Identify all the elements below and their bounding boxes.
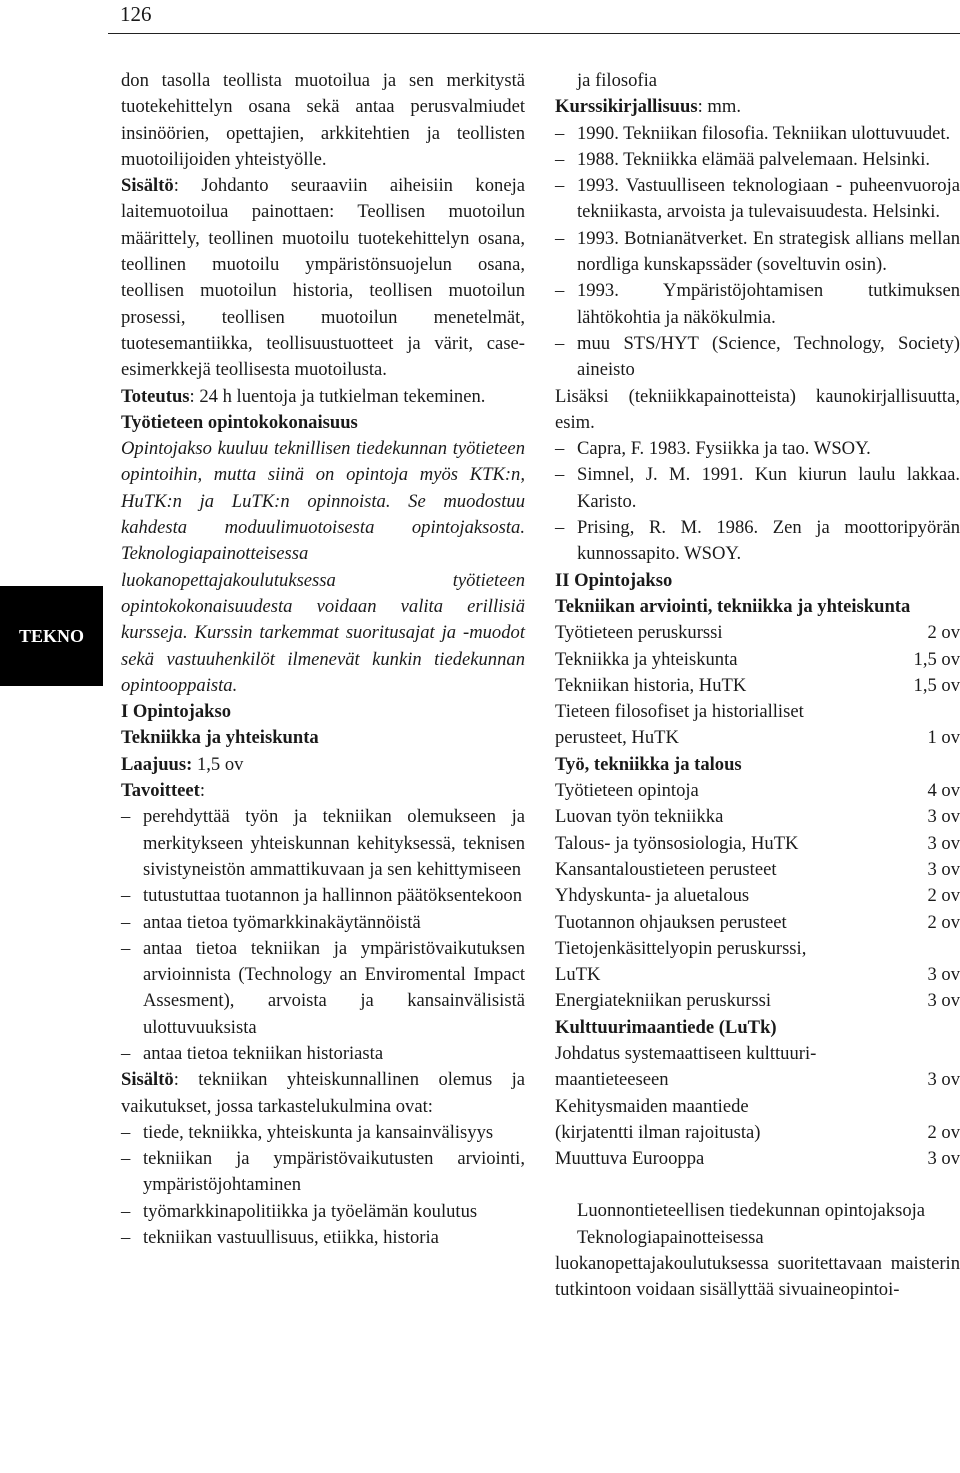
goals-heading [121, 778, 525, 804]
section-description [121, 436, 525, 699]
course-name: Muuttuva Eurooppa [555, 1148, 705, 1170]
literature-item: – 1988. Tekniikka elämää palvelemaan. Helsinki. [555, 147, 960, 173]
course-credits: 1,5 ov [913, 648, 960, 670]
course-row [555, 883, 960, 909]
module-2-heading: II Opintojakso [555, 569, 673, 591]
course-credits: 3 ov [927, 832, 960, 854]
course-row [555, 910, 960, 936]
content-2-item: – työmarkkinapolitiikka ja työelämän koulutus [121, 1199, 525, 1225]
scope-line [121, 752, 525, 778]
goal-item: – tutustuttaa tuotannon ja hallinnon päätöksentekoon [121, 883, 525, 909]
goals-label: Tavoitteet [121, 780, 200, 802]
course-name: Talous- ja työnsosiologia, HuTK [555, 832, 799, 854]
fiction-item: – Capra, F. 1983. Fysiikka ja tao. WSOY. [555, 436, 960, 462]
fiction-intro: Lisäksi (tekniikkapainotteista) kaunokirjallisuutta, esim. [555, 385, 960, 433]
course-row [555, 857, 960, 883]
course-row [555, 962, 960, 988]
module-1-heading: I Opintojakso [121, 701, 232, 723]
fiction-item: – Simnel, J. M. 1991. Kun kiurun laulu lakkaa. Karisto. [555, 462, 960, 515]
content-text: : Johdanto seuraaviin aiheisiin koneja laitemuotoilua painottaen: Teollisen muotoilun määrittely, teollinen muotoilu tuotekehittelyn osana, teollinen muotoilu ympäristönsuojelun osana, teollisen muotoilun historia, teollisen muotoilun prosessi, teollisen muotoilun menetelmät, tuotesemantiikka, teollisuustuotteet ja värit, case-esimerkkejä teollisesta muotoilusta. [121, 175, 525, 381]
implementation-text: : 24 h luentoja ja tutkielman tekeminen. [189, 385, 486, 407]
note-paragraph: Teknologiapainotteisessa luokanopettajakoulutuksessa suoritettavaan maisterin tutkintoon voidaan sisällyttää sivuaineopintoi- [555, 1226, 960, 1301]
module-1-title: Tekniikka ja yhteiskunta [121, 727, 319, 749]
side-tab-label: TEKNO [0, 586, 103, 686]
literature-text: : mm. [697, 96, 741, 118]
course-name-line: Kehitysmaiden maantiede [555, 1095, 749, 1117]
course-row [555, 831, 960, 857]
content-2-item: – tekniikan vastuullisuus, etiikka, historia [121, 1225, 525, 1251]
group-2-title: Työ, tekniikka ja talous [555, 753, 742, 775]
course-name: perusteet, HuTK [555, 727, 679, 749]
course-row [555, 1146, 960, 1172]
content-2-paragraph [121, 1067, 525, 1120]
course-row [555, 620, 960, 646]
course-row [555, 988, 960, 1014]
course-credits: 3 ov [927, 806, 960, 828]
course-name: Luovan työn tekniikka [555, 806, 724, 828]
course-name: Tuotannon ohjauksen perusteet [555, 911, 787, 933]
literature-item: – muu STS/HYT (Science, Technology, Society) aineisto [555, 331, 960, 384]
course-name: Yhdyskunta- ja aluetalous [555, 885, 750, 907]
course-name: LuTK [555, 964, 601, 986]
content-2-text: : tekniikan yhteiskunnallinen olemus ja vaikutukset, jossa tarkastelukulmina ovat: [121, 1069, 525, 1117]
scope-label: Laajuus: [121, 753, 193, 775]
content-2-label: Sisältö [121, 1069, 174, 1091]
course-credits: 2 ov [927, 885, 960, 907]
course-credits: 2 ov [927, 1121, 960, 1143]
course-name: Kansantaloustieteen perusteet [555, 858, 777, 880]
course-row [555, 1120, 960, 1146]
literature-item: – 1990. Tekniikan filosofia. Tekniikan ulottuvuudet. [555, 121, 960, 147]
implementation-label: Toteutus [121, 385, 190, 407]
course-credits: 3 ov [927, 1148, 960, 1170]
literature-item: – 1993. Vastuulliseen teknologiaan - puheenvuoroja tekniikasta, arvoista ja tulevaisuudesta. Helsinki. [555, 173, 960, 226]
content-2-item: – tiede, tekniikka, yhteiskunta ja kansainvälisyys [121, 1120, 525, 1146]
course-credits: 4 ov [927, 780, 960, 802]
course-row [555, 1067, 960, 1093]
right-column [555, 68, 960, 1304]
course-name: maantieteeseen [555, 1069, 669, 1091]
goals-colon: : [199, 780, 206, 802]
fiction-item: – Prising, R. M. 1986. Zen ja moottoripyörän kunnossapito. WSOY. [555, 515, 960, 568]
left-column [121, 68, 525, 1251]
spacer [555, 1172, 960, 1198]
group-1-title: Tekniikan arviointi, tekniikka ja yhteiskunta [555, 595, 911, 617]
course-credits: 2 ov [927, 622, 960, 644]
continued-line: ja filosofia [577, 70, 658, 91]
course-row [555, 778, 960, 804]
course-name: Työtieteen peruskurssi [555, 622, 723, 644]
course-credits: 3 ov [927, 964, 960, 986]
course-name: Energiatekniikan peruskurssi [555, 990, 772, 1012]
page-number: 126 [120, 2, 152, 26]
course-credits: 1,5 ov [913, 674, 960, 696]
goal-item: – perehdyttää työn ja tekniikan olemukseen ja merkitykseen yhteiskunnan kehityksessä, teknisen sivistyneistön ammattikuvaan ja sen kehittymiseen [121, 804, 525, 883]
course-credits: 3 ov [927, 1069, 960, 1091]
scope-value: 1,5 ov [192, 753, 244, 775]
course-name: Työtieteen opintoja [555, 780, 699, 802]
course-credits: 3 ov [927, 858, 960, 880]
course-name: (kirjatentti ilman rajoitusta) [555, 1121, 761, 1143]
course-row [555, 725, 960, 751]
section-description-2: Teknologiapainotteisessa luokanopettajakoulutuksessa työtieteen opintokokonaisuudesta voidaan valita erillisiä kursseja. Kurssin tarkemmat suoritusajat ja -muodot sekä vastuuhenkilöt ilmenevät kunkin tiedekunnan opintooppaista. [121, 543, 525, 696]
course-credits: 2 ov [927, 911, 960, 933]
course-credits: 1 ov [927, 727, 960, 749]
content-2-item: – tekniikan ja ympäristövaikutusten arviointi, ympäristöjohtaminen [121, 1146, 525, 1199]
literature-heading [555, 94, 960, 120]
course-row [555, 804, 960, 830]
literature-label: Kurssikirjallisuus [555, 96, 698, 118]
course-name-line: Tietojenkäsittelyopin peruskurssi, [555, 937, 807, 959]
course-name: Tekniikka ja yhteiskunta [555, 648, 738, 670]
implementation-paragraph [121, 384, 525, 410]
section-title: Työtieteen opintokokonaisuus [121, 411, 358, 433]
intro-paragraph: don tasolla teollista muotoilua ja sen merkitystä tuotekehittelyn osana sekä antaa perusvalmiudet insinöörien, opettajien, arkkitehtien ja teollisten muotoilijoiden yhteistyölle. [121, 70, 525, 170]
content-paragraph [121, 173, 525, 383]
goal-item: – antaa tietoa tekniikan ja ympäristövaikutuksen arvioinnista (Technology an Enviromental Impact Assesment), arvoista ja kansainvälisistä ulottuvuuksista [121, 936, 525, 1041]
note-paragraph: Luonnontieteellisen tiedekunnan opintojaksoja [577, 1200, 926, 1222]
section-description-1: Opintojakso kuuluu teknillisen tiedekunnan työtieteen opintoihin, mutta siinä on opintoja myös KTK:n, HuTK:n ja LuTK:n opinnoista. Se muodostuu kahdesta moduulimuotoisesta opintojaksosta. [121, 438, 525, 539]
literature-item: – 1993. Ympäristöjohtamisen tutkimuksen lähtökohtia ja näkökulmia. [555, 278, 960, 331]
literature-item: – 1993. Botnianätverket. En strategisk allians mellan nordliga kunskapssäder (soveltuvin osin). [555, 226, 960, 279]
goal-item: – antaa tietoa työmarkkinakäytännöistä [121, 910, 525, 936]
course-credits: 3 ov [927, 990, 960, 1012]
group-3-title: Kulttuurimaantiede (LuTk) [555, 1016, 777, 1038]
content-label: Sisältö [121, 175, 174, 197]
header-rule [108, 33, 960, 34]
goal-item: – antaa tietoa tekniikan historiasta [121, 1041, 525, 1067]
course-name-line: Tieteen filosofiset ja historialliset [555, 701, 804, 723]
course-name-line: Johdatus systemaattiseen kulttuuri- [555, 1042, 817, 1064]
course-name: Tekniikan historia, HuTK [555, 674, 747, 696]
course-row [555, 647, 960, 673]
course-row [555, 673, 960, 699]
